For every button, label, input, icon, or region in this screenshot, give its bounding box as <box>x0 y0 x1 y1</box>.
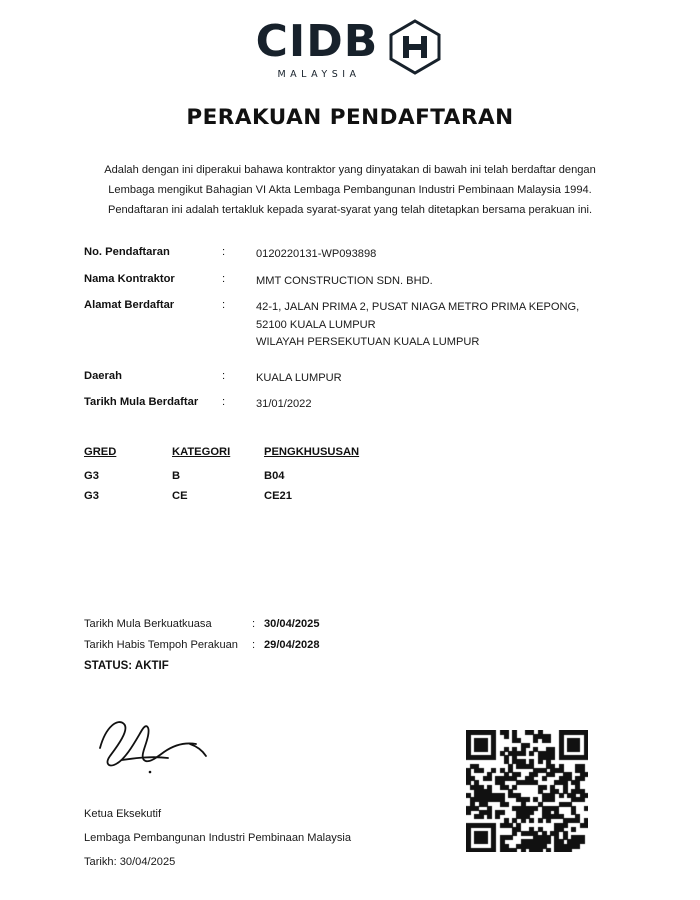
signature-footer <box>84 808 351 880</box>
field-row-registration-start-date <box>84 396 700 414</box>
cell-kategori: CE <box>172 489 188 502</box>
effective-date-colon: : <box>252 618 256 630</box>
effective-date-row <box>84 618 320 630</box>
expiry-date-row <box>84 639 320 651</box>
field-colon: : <box>222 246 226 258</box>
intro-line-3: Pendaftaran ini adalah tertakluk kepada syarat-syarat yang telah ditetapkan bersama perakuan ini. <box>107 204 593 216</box>
effective-date-value: 30/04/2025 <box>264 618 320 630</box>
table-row <box>84 490 700 502</box>
field-value-line: KUALA LUMPUR <box>256 371 342 384</box>
field-colon: : <box>222 299 226 311</box>
field-value <box>256 299 579 352</box>
logo-header <box>0 0 700 81</box>
intro-line-1: Adalah dengan ini diperakui bahawa kontraktor yang dinyatakan di bawah ini telah berdaftar dengan <box>104 164 596 176</box>
field-value <box>256 246 376 264</box>
effective-date-label: Tarikh Mula Berkuatkuasa <box>84 618 212 630</box>
field-label: Nama Kontraktor <box>84 272 175 285</box>
intro-line-2: Lembaga mengikut Bahagian VI Akta Lembaga Pembangunan Industri Pembinaan Malaysia 1994. <box>108 184 592 196</box>
field-label: Daerah <box>84 369 122 382</box>
field-value-line: MMT CONSTRUCTION SDN. BHD. <box>256 274 433 287</box>
field-value <box>256 370 342 388</box>
table-row <box>84 470 700 482</box>
field-row-contractor-name <box>84 273 700 291</box>
field-value-line: 52100 KUALA LUMPUR <box>256 318 376 331</box>
status-badge: STATUS: AKTIF <box>84 660 169 672</box>
table-header-row <box>84 446 700 458</box>
field-row-district <box>84 370 700 388</box>
registration-details <box>0 246 700 414</box>
logo-text-block <box>255 15 379 80</box>
expiry-date-label: Tarikh Habis Tempoh Perakuan <box>84 639 238 651</box>
validity-block <box>84 618 320 672</box>
spacer <box>84 361 700 370</box>
cell-pengkhususan: CE21 <box>264 489 292 502</box>
field-value-line: 0120220131-WP093898 <box>256 248 377 260</box>
cell-pengkhususan: B04 <box>264 469 285 482</box>
field-label: Tarikh Mula Berdaftar <box>84 396 199 408</box>
expiry-date-colon: : <box>252 639 256 651</box>
field-colon: : <box>222 272 226 285</box>
column-header-kategori: KATEGORI <box>172 445 231 458</box>
field-colon: : <box>222 396 226 408</box>
column-header-gred: GRED <box>84 445 117 458</box>
grade-category-table <box>0 446 700 502</box>
cidb-logo <box>255 15 445 81</box>
page-title: PERAKUAN PENDAFTARAN <box>186 105 514 130</box>
cell-gred: G3 <box>84 469 99 482</box>
field-value-line: 42-1, JALAN PRIMA 2, PUSAT NIAGA METRO PRIMA KEPONG, <box>256 301 580 313</box>
field-row-registered-address <box>84 299 700 352</box>
cell-gred: G3 <box>84 489 99 502</box>
field-value-line: WILAYAH PERSEKUTUAN KUALA LUMPUR <box>256 336 480 348</box>
field-value <box>256 273 433 291</box>
logo-subtitle-text: MALAYSIA <box>277 68 361 80</box>
field-row-registration-number <box>84 246 700 264</box>
qr-code-icon <box>466 730 588 852</box>
expiry-date-value: 29/04/2028 <box>264 639 320 651</box>
field-label: No. Pendaftaran <box>84 246 170 258</box>
signature-date: Tarikh: 30/04/2025 <box>84 856 176 868</box>
field-value <box>256 396 312 414</box>
intro-paragraph <box>82 160 618 220</box>
signatory-title: Ketua Eksekutif <box>84 808 162 820</box>
handwritten-signature-icon <box>92 714 232 776</box>
column-header-pengkhususan: PENGKHUSUSAN <box>264 445 360 458</box>
cell-kategori: B <box>172 469 181 482</box>
field-colon: : <box>222 369 226 382</box>
signatory-organisation: Lembaga Pembangunan Industri Pembinaan Malaysia <box>84 832 352 844</box>
logo-brand-text: CIDB <box>255 15 379 67</box>
cidb-h-monogram-icon <box>386 18 444 81</box>
field-label: Alamat Berdaftar <box>84 299 175 311</box>
field-value-line: 31/01/2022 <box>256 398 312 410</box>
